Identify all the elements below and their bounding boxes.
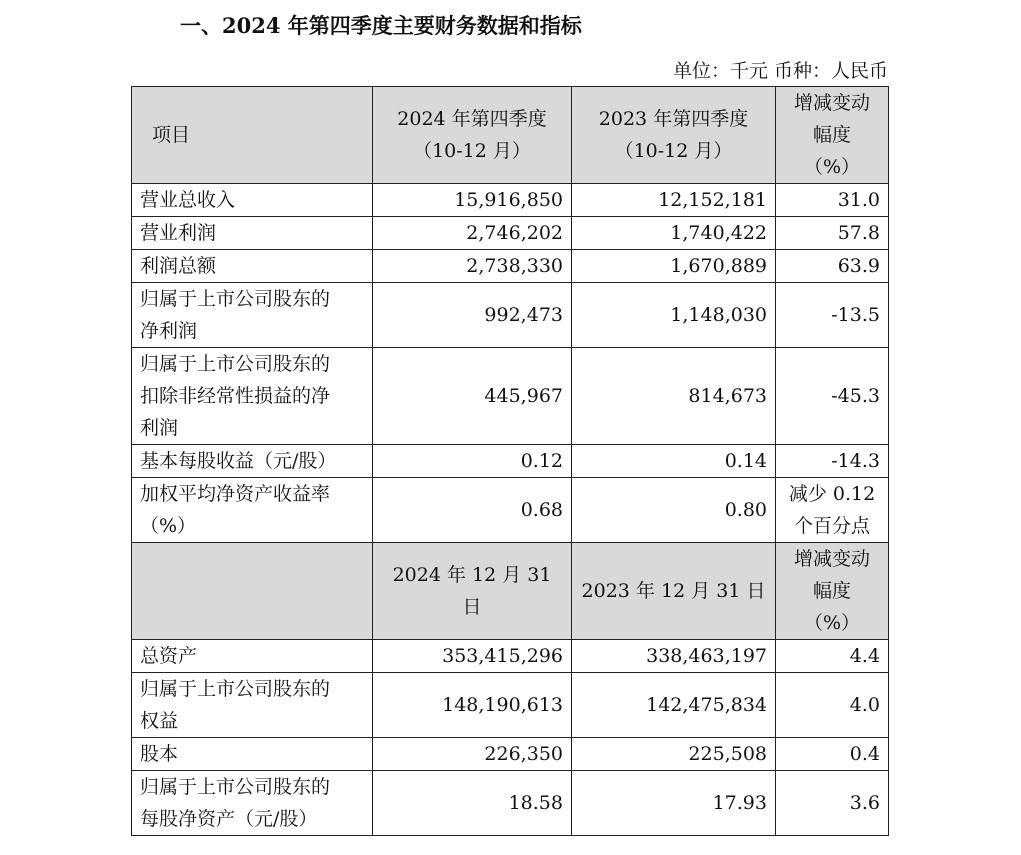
row-change: -13.5 <box>776 283 889 348</box>
row-change: 31.0 <box>776 184 889 217</box>
financial-data-table <box>131 86 889 836</box>
table-row <box>132 283 889 348</box>
row-value-2023: 814,673 <box>572 348 776 445</box>
row-value-2023: 1,740,422 <box>572 217 776 250</box>
row-value-2024: 353,415,296 <box>373 640 572 673</box>
table-row <box>132 640 889 673</box>
row-change: 4.4 <box>776 640 889 673</box>
row-value-2023: 338,463,197 <box>572 640 776 673</box>
header-col-2024q4-line2: （10-12 月） <box>413 140 531 162</box>
row-label <box>132 771 373 836</box>
row-change <box>776 478 889 543</box>
header-change <box>776 87 889 184</box>
balance-header-change-line1: 增减变动 <box>793 548 870 570</box>
row-value-2023: 225,508 <box>572 738 776 771</box>
row-label: 营业利润 <box>132 217 373 250</box>
row-label <box>132 283 373 348</box>
row-change: 4.0 <box>776 673 889 738</box>
row-value-2024: 15,916,850 <box>373 184 572 217</box>
balance-header-change <box>776 543 889 640</box>
row-label-line2: （%） <box>140 515 197 537</box>
row-label: 利润总额 <box>132 250 373 283</box>
row-value-2023: 0.80 <box>572 478 776 543</box>
row-label: 营业总收入 <box>132 184 373 217</box>
row-value-2023: 1,670,889 <box>572 250 776 283</box>
row-change: 0.4 <box>776 738 889 771</box>
row-value-2024: 226,350 <box>373 738 572 771</box>
row-label-line2: 每股净资产（元/股） <box>140 808 318 830</box>
balance-header-row <box>132 543 889 640</box>
table-row <box>132 771 889 836</box>
table-header-row <box>132 87 889 184</box>
row-value-2023: 142,475,834 <box>572 673 776 738</box>
row-label <box>132 673 373 738</box>
row-change: 63.9 <box>776 250 889 283</box>
row-label-line2: 权益 <box>140 710 179 732</box>
row-label-line2: 净利润 <box>140 320 198 342</box>
row-label <box>132 478 373 543</box>
row-label-line2: 扣除非经常性损益的净 <box>140 385 331 407</box>
row-label-line1: 归属于上市公司股东的 <box>140 678 331 700</box>
row-value-2023: 17.93 <box>572 771 776 836</box>
row-value-2023: 1,148,030 <box>572 283 776 348</box>
row-change: 3.6 <box>776 771 889 836</box>
row-value-2024: 0.68 <box>373 478 572 543</box>
row-value-2024: 2,746,202 <box>373 217 572 250</box>
row-label-line1: 归属于上市公司股东的 <box>140 288 331 310</box>
header-change-line2: 幅度 <box>812 124 851 146</box>
header-col-2023q4-line2: （10-12 月） <box>614 140 733 162</box>
row-label: 基本每股收益（元/股） <box>132 445 373 478</box>
row-change: -14.3 <box>776 445 889 478</box>
row-value-2024: 0.12 <box>373 445 572 478</box>
row-label-line3: 利润 <box>140 417 179 439</box>
row-value-2024: 148,190,613 <box>373 673 572 738</box>
header-change-line3: （%） <box>803 156 861 178</box>
balance-header-col-2024: 2024 年 12 月 31 日 <box>373 543 572 640</box>
row-value-2024: 2,738,330 <box>373 250 572 283</box>
row-value-2023: 0.14 <box>572 445 776 478</box>
table-row <box>132 250 889 283</box>
header-col-2023q4-line1: 2023 年第四季度 <box>598 108 749 130</box>
header-col-2023q4 <box>572 87 776 184</box>
row-change-line1: 减少 0.12 <box>788 483 876 505</box>
balance-header-change-line3: （%） <box>803 612 861 634</box>
balance-header-change-line2: 幅度 <box>812 580 851 602</box>
row-label-line1: 归属于上市公司股东的 <box>140 776 331 798</box>
header-item: 项目 <box>132 87 373 184</box>
table-row <box>132 673 889 738</box>
table-row <box>132 217 889 250</box>
balance-header-col-2023: 2023 年 12 月 31 日 <box>572 543 776 640</box>
row-change-line2: 个百分点 <box>793 515 870 537</box>
row-label: 总资产 <box>132 640 373 673</box>
unit-note: 单位：千元 币种：人民币 <box>672 60 888 82</box>
table-row <box>132 738 889 771</box>
header-change-line1: 增减变动 <box>793 92 870 114</box>
row-value-2024: 445,967 <box>373 348 572 445</box>
section-title: 一、2024 年第四季度主要财务数据和指标 <box>180 13 582 38</box>
table-row <box>132 348 889 445</box>
table-row <box>132 445 889 478</box>
balance-header-item <box>132 543 373 640</box>
row-value-2024: 992,473 <box>373 283 572 348</box>
row-label-line1: 归属于上市公司股东的 <box>140 353 331 375</box>
row-label <box>132 348 373 445</box>
row-value-2023: 12,152,181 <box>572 184 776 217</box>
row-value-2024: 18.58 <box>373 771 572 836</box>
header-col-2024q4 <box>373 87 572 184</box>
header-col-2024q4-line1: 2024 年第四季度 <box>397 108 547 130</box>
table-row <box>132 478 889 543</box>
row-change: -45.3 <box>776 348 889 445</box>
row-label-line1: 加权平均净资产收益率 <box>140 483 331 505</box>
table-row <box>132 184 889 217</box>
row-label: 股本 <box>132 738 373 771</box>
row-change: 57.8 <box>776 217 889 250</box>
